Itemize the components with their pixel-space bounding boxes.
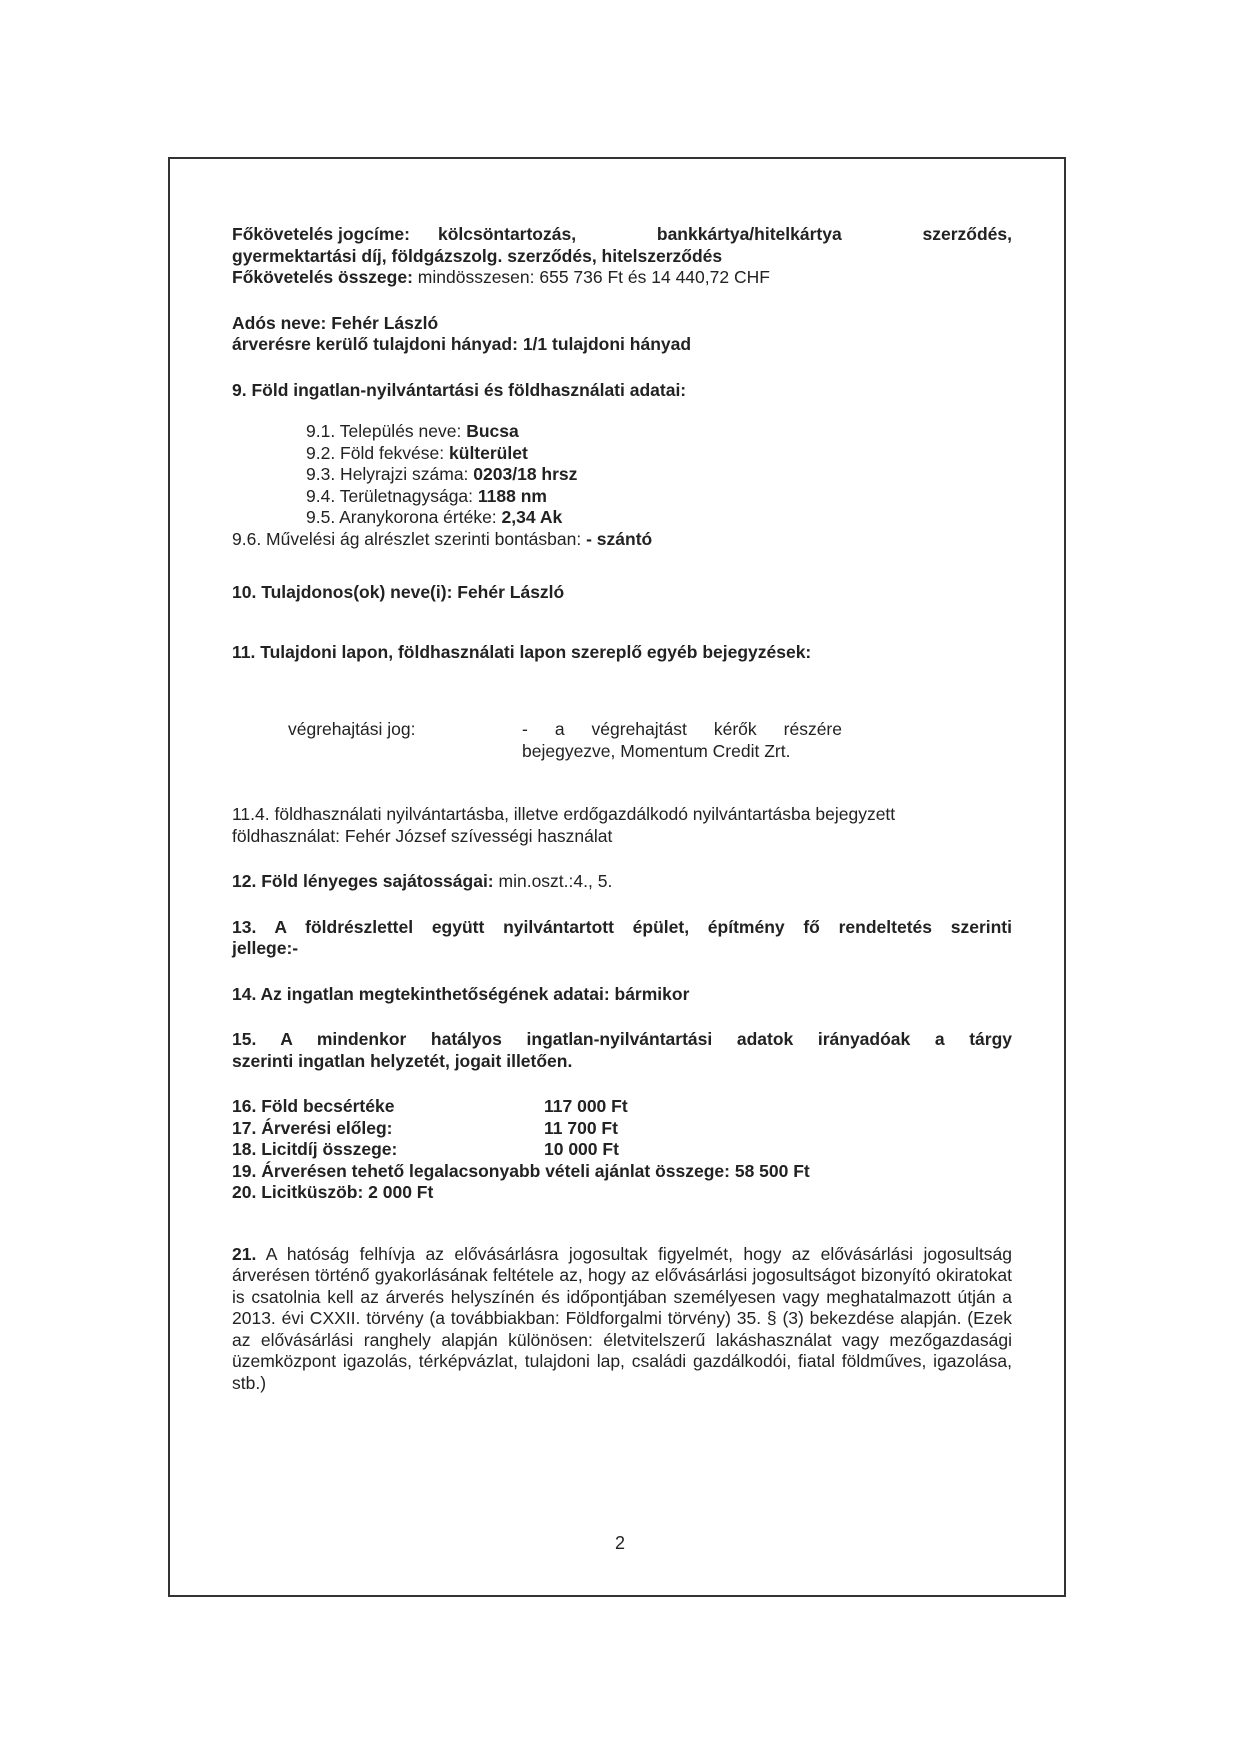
section9-item-value: 1188 nm bbox=[477, 485, 547, 506]
amount-row-18 bbox=[232, 1139, 1012, 1161]
enforcement-right-row bbox=[232, 719, 1012, 762]
debtor-name-line bbox=[232, 313, 1012, 335]
section9-heading: 9. Föld ingatlan-nyilvántartási és földhasználati adatai: bbox=[232, 379, 687, 400]
section9-item-value: 2,34 Ak bbox=[501, 507, 563, 527]
claim-title-label: Főkövetelés jogcíme: bbox=[232, 224, 410, 244]
section21-text: A hatóság felhívja az elővásárlásra jogosultak figyelmét, hogy az elővásárlási jogosultság árverésen történő gyakorlásának feltétele az, hogy az elővásárlási jogosultságot bizonyító okiratokat is csatolnia kell az árverés helyszínén és időpontjában személyesen vagy meghatalmazott útján a 2013. évi CXXII. törvény (a továbbiakban: Földforgalmi törvény) 35. § (3) bekezdése alapján. (Ezek az elővásárlási ranghely alapján különösen: életvitelszerű lakáshasználat vagy mezőgazdasági üzemközpont igazolás, térképvázlat, tulajdoni lap, családi gazdálkodói, fiatal földműves, igazolása, stb.) bbox=[232, 1243, 1012, 1393]
debtor-name-label: Adós neve: bbox=[232, 312, 327, 333]
enforcement-right-value-line1: - a végrehajtást kérők részére bbox=[522, 719, 842, 739]
section9-item-value: külterület bbox=[449, 442, 528, 463]
section13-line2: jellege:- bbox=[232, 938, 299, 958]
section15-line2: szerinti ingatlan helyzetét, jogait illetően. bbox=[232, 1050, 573, 1071]
claim-block bbox=[232, 224, 1012, 289]
amount-row-16 bbox=[232, 1096, 1012, 1118]
auction-deposit-label: 17. Árverési előleg: bbox=[232, 1117, 393, 1138]
section15-registry bbox=[232, 1029, 1012, 1072]
page-number: 2 bbox=[614, 1533, 625, 1553]
section9-item-96 bbox=[232, 529, 1012, 551]
section11-item114-line2: földhasználat: Fehér József szívességi használat bbox=[232, 825, 613, 846]
section9-item-label: 9.1. Település neve: bbox=[306, 421, 462, 441]
section9-item96-label: 9.6. Művelési ág alrészlet szerinti bontásban: bbox=[232, 528, 582, 549]
claim-title-line bbox=[232, 224, 1012, 246]
section9-item bbox=[306, 443, 1012, 465]
section11-heading: 11. Tulajdoni lapon, földhasználati lapon szereplő egyéb bejegyzések: bbox=[232, 641, 812, 662]
lowest-offer: 19. Árverésen tehető legalacsonyabb vételi ajánlat összege: 58 500 Ft bbox=[232, 1160, 810, 1181]
section9-item-label: 9.3. Helyrajzi száma: bbox=[306, 464, 469, 484]
section9-item bbox=[306, 507, 1012, 529]
debtor-share-line bbox=[232, 334, 1012, 356]
section11-item114-line1: 11.4. földhasználati nyilvántartásba, illetve erdőgazdálkodó nyilvántartásba bejegyzett bbox=[232, 804, 896, 824]
section21-preemption bbox=[232, 1244, 1012, 1395]
debtor-share-label: árverésre kerülő tulajdoni hányad: bbox=[232, 334, 518, 354]
section9-item bbox=[306, 486, 1012, 508]
bid-fee-value: 10 000 Ft bbox=[544, 1139, 619, 1159]
section12-label: 12. Föld lényeges sajátosságai: bbox=[232, 871, 494, 891]
document-body bbox=[232, 224, 1012, 1394]
section12-value: min.oszt.:4., 5. bbox=[498, 871, 613, 891]
claim-amount-label: Főkövetelés összege: bbox=[232, 267, 413, 287]
claim-amount-value: mindösszesen: 655 736 Ft és 14 440,72 CHF bbox=[417, 267, 770, 287]
claim-amount-line bbox=[232, 267, 1012, 289]
section9-item96-value: - szántó bbox=[586, 528, 653, 549]
section9-item bbox=[306, 421, 1012, 443]
section9-item-value: 0203/18 hrsz bbox=[473, 464, 578, 484]
amount-row-17 bbox=[232, 1118, 1012, 1140]
section12-features bbox=[232, 871, 1012, 893]
section9-item-label: 9.5. Aranykorona értéke: bbox=[306, 507, 497, 527]
claim-title-value: kölcsöntartozás, bankkártya/hitelkártya szerződés, bbox=[437, 224, 1012, 244]
section13-line1: 13. A földrészlettel együtt nyilvántartott épület, építmény fő rendeltetés szerinti bbox=[232, 916, 1012, 937]
debtor-block bbox=[232, 313, 1012, 356]
section9-item-label: 9.4. Területnagysága: bbox=[306, 485, 474, 506]
section21-number: 21. bbox=[232, 1243, 257, 1264]
bid-increment: 20. Licitküszöb: 2 000 Ft bbox=[232, 1182, 434, 1202]
section11-item114 bbox=[232, 804, 1012, 847]
section9-item bbox=[306, 464, 1012, 486]
estimated-value: 117 000 Ft bbox=[544, 1096, 628, 1116]
amounts-block bbox=[232, 1096, 1012, 1204]
section9-item-value: Bucsa bbox=[466, 421, 519, 441]
estimated-value-label: 16. Föld becsértéke bbox=[232, 1096, 395, 1116]
auction-deposit-value: 11 700 Ft bbox=[544, 1117, 618, 1138]
debtor-share-value: 1/1 tulajdoni hányad bbox=[522, 334, 692, 354]
section10-owner: 10. Tulajdonos(ok) neve(i): Fehér László bbox=[232, 582, 565, 602]
section9-list bbox=[232, 421, 1012, 529]
section9-item-label: 9.2. Föld fekvése: bbox=[306, 442, 445, 463]
enforcement-right-label: végrehajtási jog: bbox=[288, 719, 416, 739]
enforcement-right-value bbox=[522, 719, 842, 762]
section15-line1: 15. A mindenkor hatályos ingatlan-nyilvántartási adatok irányadóak a tárgy bbox=[232, 1029, 1012, 1049]
debtor-name-value: Fehér László bbox=[331, 312, 439, 333]
section14-viewing: 14. Az ingatlan megtekinthetőségének adatai: bármikor bbox=[232, 983, 690, 1004]
section13-building bbox=[232, 917, 1012, 960]
bid-fee-label: 18. Licitdíj összege: bbox=[232, 1139, 398, 1159]
claim-title-line2: gyermektartási díj, földgázszolg. szerződés, hitelszerződés bbox=[232, 245, 723, 266]
enforcement-right-value-line2: bejegyezve, Momentum Credit Zrt. bbox=[522, 740, 791, 761]
